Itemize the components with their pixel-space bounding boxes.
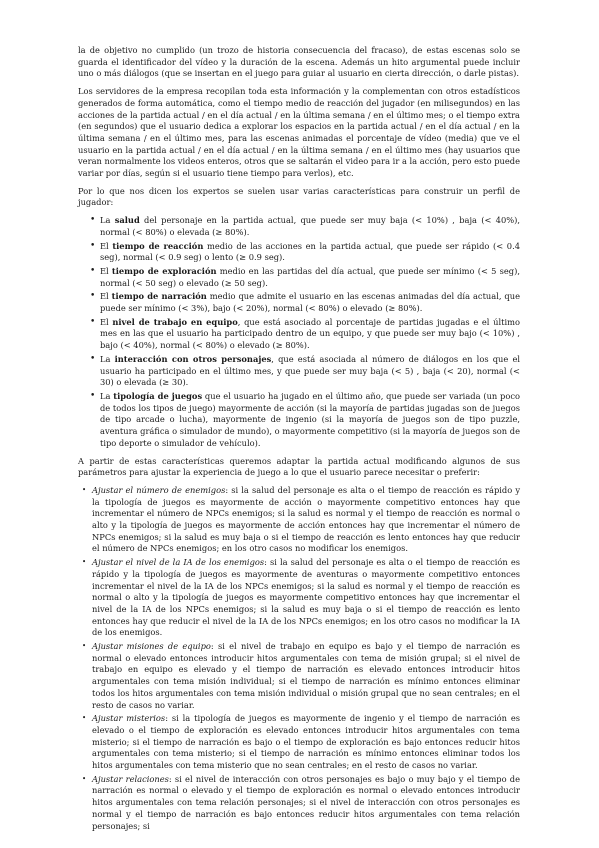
rule-item [78,485,520,555]
feature-item [78,215,520,238]
rule-title: Ajustar misterios [92,713,166,724]
feature-description: , que está asociado al porcentaje de partidas jugadas e el último mes en las que el usuario ha participado dentro de un equipo, y que puede ser muy bajo (< 10%) , bajo (< 40%), normal (< 80%) o elevado (≥ 80%). [100,316,520,351]
paragraph-experts: Por lo que nos dicen los expertos se suelen usar varias características para construir un perfil de jugador: [78,185,520,208]
feature-term: tiempo de narración [111,291,207,302]
feature-description: medio en las partidas del día actual, que puede ser mínimo (< 5 seg), normal (< 50 seg) o elevado (≥ 50 seg). [100,265,520,288]
feature-term: tipología de juegos [113,390,203,401]
rule-body: : si la tipología de juegos es mayormente de ingenio y el tiempo de narración es elevado o el tiempo de exploración es elevado entonces introducir hitos argumentales con tema misterio; si el tiempo de narración es bajo o el tiempo de exploración es bajo entonces reducir hitos argumentales con tema misterio; si el tiempo de narración es mínimo entonces eliminar todos los hitos argumentales con tema misterio que no sean centrales; en el resto de casos no variar. [92,713,520,771]
feature-prefix: El [100,240,113,251]
feature-term: tiempo de exploración [111,265,217,276]
feature-description: que el usuario ha jugado en el último año, que puede ser variada (un poco de todos los tipos de juego) mayormente de acción (si la mayoría de partidas jugadas son de juegos de tipo arcade o lucha), mayormente de ingenio (si la mayoría de juegos son de tipo puzzle, aventura gráfica o simulador de mundo), o mayormente competitivo (si la mayoría de juegos son de tipo deporte o simulador de vehículo). [100,390,521,448]
rule-body: : si el nivel de trabajo en equipo es bajo y el tiempo de narración es normal o elevado entonces introducir hitos argumentales con tema de misión grupal; si el nivel de trabajo en equipo es elevado y el tiempo de narración es elevado entonces introducir hitos argumentales con tema misión individual; si el tiempo de narración es mínimo entonces eliminar todos los hitos argumentales con tema misión individual o misión grupal que no sean centrales; en el resto de casos no variar. [92,641,520,710]
feature-item [78,354,520,389]
paragraph-servers: Los servidores de la empresa recopilan toda esta información y la complementan con otros estadísticos generados de forma automática, como el tiempo medio de reacción del jugador (en milisegundos) en las acciones de la partida actual / en el día actual / en la última semana / en el último mes; o el tiempo extra (en segundos) que el usuario dedica a explorar los espacios en la partida actual / en el día actual / en la última semana / en el último mes, para las escenas animadas el porcentaje de vídeo (media) que ve el usuario en la partida actual / en el día actual / en la última semana / en el último mes (hay usuarios que veran normalmente los videos enteros, otros que se saltarán el video para ir a la acción, pero esto puede variar por días, según si el usuario tiene tiempo para verlos), etc. [78,86,521,179]
rule-item [78,774,520,833]
feature-item [78,391,520,450]
feature-description: medio de las acciones en la partida actual, que puede ser rápido (< 0.4 seg), normal (< 0.9 seg) o lento (≥ 0.9 seg). [100,240,520,263]
feature-description: , que está asociada al número de diálogos en los que el usuario ha participado en el último mes, y que puede ser muy baja (< 5) , baja (< 20), normal (< 30) o elevada (≥ 30). [100,353,521,388]
feature-term: interacción con otros personajes [114,353,272,364]
feature-term: tiempo de reacción [112,240,204,251]
rule-title: Ajustar el nivel de la IA de los enemigos [92,557,265,568]
feature-prefix: La [100,390,114,401]
paragraph-adapt: A partir de estas características queremos adaptar la partida actual modificando algunos de sus parámetros para ajustar la experiencia de juego a lo que el usuario parece necesitar o preferir: [78,455,520,478]
feature-prefix: La [100,353,115,364]
rule-title: Ajustar misiones de equipo [92,641,211,652]
document-page [78,45,520,838]
rule-body: : si la salud del personaje es alta o el tiempo de reacción es rápido y la tipología de juegos es mayormente de acción o mayormente competitivo entonces hay que incrementar el número de NPCs enemigos; si la salud es normal y el tiempo de reacción es normal o alto y la tipología de juegos es mayormente de acción entonces hay que incrementar el número de NPCs enemigos; si la salud es muy baja o si el tiempo de reacción es lento entonces hay que reducir el número de NPCs enemigos; en los otro casos no modificar los enemigos. [92,484,521,554]
feature-item [78,317,520,352]
rule-item [78,713,520,772]
paragraph-intro: la de objetivo no cumplido (un trozo de historia consecuencia del fracaso), de estas escenas solo se guarda el identificador del vídeo y la duración de la escena. Además un hito argumental puede incluir uno o más diálogos (que se insertan en el juego para guiar al usuario en cierta dirección, o darle pistas). [78,45,520,79]
feature-item [78,291,520,314]
rule-list [78,485,520,832]
feature-term: nivel de trabajo en equipo [112,316,238,327]
feature-term: salud [114,215,140,226]
rule-title: Ajustar relaciones [92,773,169,784]
rule-title: Ajustar el número de enemigos [92,484,226,495]
feature-prefix: El [100,316,113,327]
rule-item [78,557,520,639]
rule-body: : si el nivel de interacción con otros personajes es bajo o muy bajo y el tiempo de narración es normal o elevado y el tiempo de exploración es normal o elevado entonces introducir hitos argumentales con tema relación personajes; si el nivel de interacción con otros personajes es normal y el tiempo de narración es bajo entonces reducir hitos argumentales con tema relación personajes; si [92,773,520,831]
feature-prefix: La [100,215,115,226]
feature-description: medio que admite el usuario en las escenas animadas del día actual, que puede ser mínimo (< 3%), bajo (< 20%), normal (< 80%) o elevado (≥ 80%). [100,291,520,314]
rule-item [78,641,520,711]
rule-body: : si la salud del personaje es alta o el tiempo de reacción es rápido y la tipología de juegos es mayormente de aventuras o mayormente competitivo entonces incrementar el nivel de la IA de los NPCs enemigos; si la salud es normal y el tiempo de reacción es normal o alto y la tipología de juegos es mayormente competitivo entonces hay que incrementar el nivel de la IA de los NPCs enemigos; si la salud es muy baja o si el tiempo de reacción es lento entonces hay que reducir el nivel de la IA de los NPCs enemigos; en los otro casos no modificar la IA de los enemigos. [92,557,520,638]
feature-prefix: El [100,265,112,276]
feature-description: del personaje en la partida actual, que puede ser muy baja (< 10%) , baja (< 40%), normal (< 80%) o elevada (≥ 80%). [100,215,521,237]
feature-list [78,215,520,449]
feature-item [78,266,520,289]
feature-item [78,241,520,264]
feature-prefix: El [100,291,112,302]
